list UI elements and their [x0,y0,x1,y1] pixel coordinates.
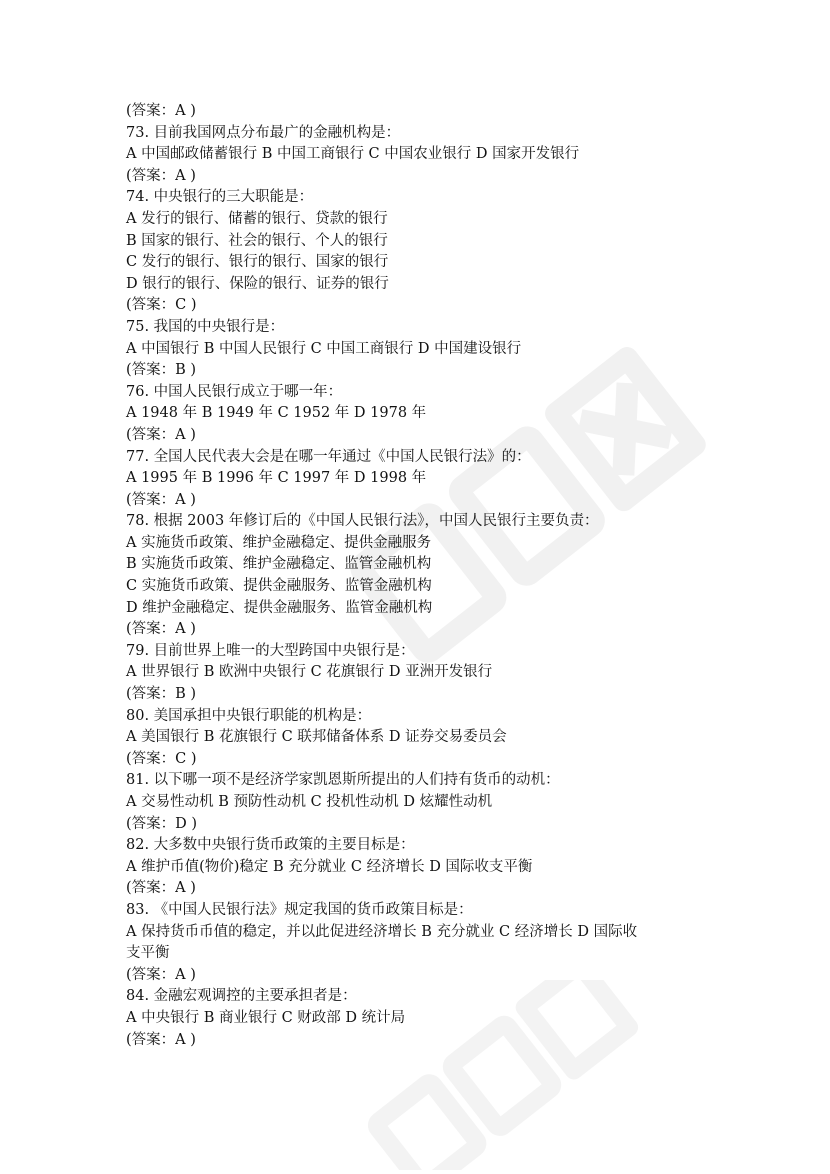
question-73: 73. 目前我国网点分布最广的金融机构是： [126,124,401,141]
options-82: A 维护币值(物价)稳定 B 充分就业 C 经济增长 D 国际收支平衡 [126,858,533,875]
option-78-d: D 维护金融稳定、提供金融服务、监管金融机构 [126,599,433,616]
options-77: A 1995 年 B 1996 年 C 1997 年 D 1998 年 [126,470,427,487]
option-74-d: D 银行的银行、保险的银行、证券的银行 [126,275,389,292]
question-77: 77. 全国人民代表大会是在哪一年通过《中国人民银行法》的： [126,448,531,465]
options-75: A 中国银行 B 中国人民银行 C 中国工商银行 D 中国建设银行 [126,340,522,357]
answer-75: (答案：B ) [126,362,197,379]
answer-80: (答案：C ) [126,750,197,767]
answer-74: (答案：C ) [126,297,197,314]
quiz-text-body [126,101,726,1051]
question-82: 82. 大多数中央银行货币政策的主要目标是： [126,837,415,854]
options-83-line-1: A 保持货币币值的稳定，并以此促进经济增长 B 充分就业 C 经济增长 D 国际收 [126,923,638,940]
question-74: 74. 中央银行的三大职能是： [126,189,314,206]
option-74-b: B 国家的银行、社会的银行、个人的银行 [126,232,388,249]
options-80: A 美国银行 B 花旗银行 C 联邦储备体系 D 证券交易委员会 [126,729,507,746]
question-80: 80. 美国承担中央银行职能的机构是： [126,707,372,724]
answer-81: (答案：D ) [126,815,198,832]
options-84: A 中央银行 B 商业银行 C 财政部 D 统计局 [126,1009,406,1026]
option-78-c: C 实施货币政策、提供金融服务、监管金融机构 [126,578,432,595]
options-83-line-2: 支平衡 [126,945,170,962]
question-78: 78. 根据 2003 年修订后的《中国人民银行法》，中国人民银行主要负责： [126,513,599,530]
options-73: A 中国邮政储蓄银行 B 中国工商银行 C 中国农业银行 D 国家开发银行 [126,146,580,163]
question-76: 76. 中国人民银行成立于哪一年： [126,383,343,400]
question-83: 83. 《中国人民银行法》规定我国的货币政策目标是： [126,901,473,918]
answer-76: (答案：A ) [126,426,196,443]
answer-line: (答案：A ) [126,103,196,119]
answer-78: (答案：A ) [126,621,196,638]
answer-73: (答案：A ) [126,167,196,184]
option-74-a: A 发行的银行、储蓄的银行、贷款的银行 [126,210,388,227]
options-79: A 世界银行 B 欧洲中央银行 C 花旗银行 D 亚洲开发银行 [126,664,493,681]
answer-79: (答案：B ) [126,686,197,703]
option-74-c: C 发行的银行、银行的银行、国家的银行 [126,254,389,271]
question-84: 84. 金融宏观调控的主要承担者是： [126,988,357,1005]
question-81: 81. 以下哪一项不是经济学家凯恩斯所提出的人们持有货币的动机： [126,772,560,789]
answer-82: (答案：A ) [126,880,196,897]
question-75: 75. 我国的中央银行是： [126,318,285,335]
answer-83: (答案：A ) [126,966,196,983]
option-78-b: B 实施货币政策、维护金融稳定、监管金融机构 [126,556,432,573]
option-78-a: A 实施货币政策、维护金融稳定、提供金融服务 [126,534,432,551]
options-81: A 交易性动机 B 预防性动机 C 投机性动机 D 炫耀性动机 [126,794,493,810]
options-76: A 1948 年 B 1949 年 C 1952 年 D 1978 年 [126,405,427,422]
answer-77: (答案：A ) [126,491,196,508]
answer-84: (答案：A ) [126,1031,196,1048]
question-79: 79. 目前世界上唯一的大型跨国中央银行是： [126,642,415,659]
